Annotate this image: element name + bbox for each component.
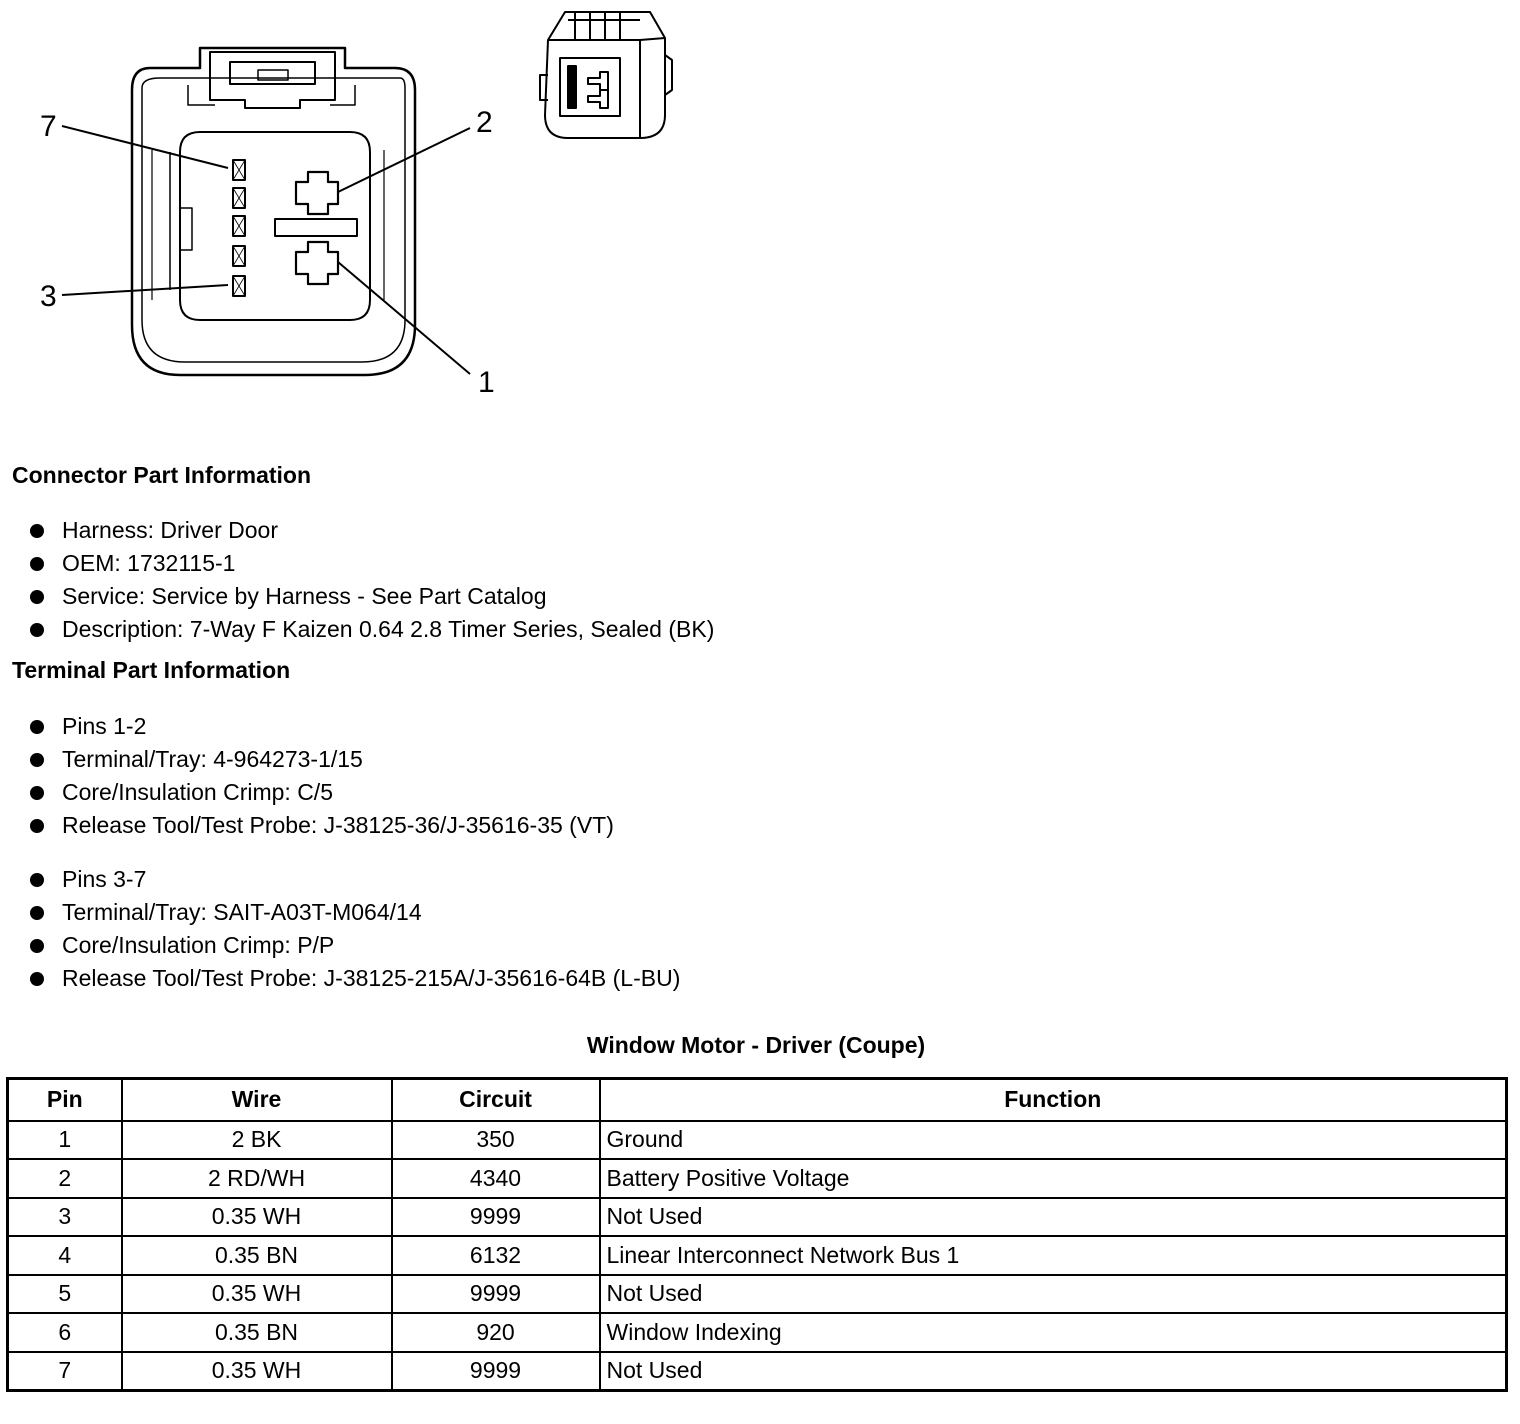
cell-circuit: 6132 (392, 1236, 600, 1275)
cell-wire: 2 RD/WH (122, 1159, 392, 1198)
table-header-row (8, 1079, 1507, 1121)
callout-pin-3: 3 (40, 280, 57, 313)
table-row (8, 1352, 1507, 1391)
connector-drawing (0, 0, 760, 420)
cell-wire: 0.35 BN (122, 1236, 392, 1275)
cell-wire: 0.35 BN (122, 1313, 392, 1352)
list-item: Description: 7-Way F Kaizen 0.64 2.8 Timer Series, Sealed (BK) (30, 613, 714, 646)
terminal-info-list-pins-3-7 (30, 863, 680, 995)
table-row (8, 1121, 1507, 1160)
table-title: Window Motor - Driver (Coupe) (586, 1032, 926, 1058)
cell-pin: 3 (8, 1198, 122, 1237)
list-item: Release Tool/Test Probe: J-38125-36/J-35616-35 (VT) (30, 809, 614, 842)
cell-pin: 5 (8, 1275, 122, 1314)
cell-circuit: 350 (392, 1121, 600, 1160)
cell-pin: 7 (8, 1352, 122, 1391)
connector-info-list (30, 514, 714, 646)
table-row (8, 1313, 1507, 1352)
cell-circuit: 9999 (392, 1275, 600, 1314)
cell-circuit: 920 (392, 1313, 600, 1352)
header-function: Function (600, 1079, 1507, 1121)
cell-wire: 0.35 WH (122, 1352, 392, 1391)
cell-function: Linear Interconnect Network Bus 1 (600, 1236, 1507, 1275)
connector-section-title: Connector Part Information (12, 462, 312, 488)
list-item: Terminal/Tray: SAIT-A03T-M064/14 (30, 896, 680, 929)
list-item: Service: Service by Harness - See Part Catalog (30, 580, 714, 613)
callout-pin-1: 1 (478, 366, 495, 399)
cell-pin: 1 (8, 1121, 122, 1160)
callout-pin-2: 2 (476, 106, 493, 139)
table-row (8, 1198, 1507, 1237)
cell-pin: 6 (8, 1313, 122, 1352)
cell-pin: 4 (8, 1236, 122, 1275)
list-item: Harness: Driver Door (30, 514, 714, 547)
list-item: Pins 1-2 (30, 710, 614, 743)
cell-function: Not Used (600, 1275, 1507, 1314)
list-item: Core/Insulation Crimp: C/5 (30, 776, 614, 809)
list-item: Terminal/Tray: 4-964273-1/15 (30, 743, 614, 776)
cell-circuit: 9999 (392, 1198, 600, 1237)
cell-circuit: 9999 (392, 1352, 600, 1391)
terminal-info-list-pins-1-2 (30, 710, 614, 842)
header-pin: Pin (8, 1079, 122, 1121)
pinout-table (6, 1077, 1508, 1392)
connector-thumbnail (540, 12, 672, 138)
list-item: Core/Insulation Crimp: P/P (30, 929, 680, 962)
list-item: Pins 3-7 (30, 863, 680, 896)
cell-function: Not Used (600, 1198, 1507, 1237)
list-item: OEM: 1732115-1 (30, 547, 714, 580)
cell-function: Ground (600, 1121, 1507, 1160)
connector-diagram (0, 0, 760, 420)
table-row (8, 1236, 1507, 1275)
cell-wire: 2 BK (122, 1121, 392, 1160)
header-wire: Wire (122, 1079, 392, 1121)
cell-wire: 0.35 WH (122, 1198, 392, 1237)
terminal-section-title: Terminal Part Information (12, 657, 291, 683)
table-row (8, 1275, 1507, 1314)
header-circuit: Circuit (392, 1079, 600, 1121)
table-row (8, 1159, 1507, 1198)
cell-function: Window Indexing (600, 1313, 1507, 1352)
cell-function: Not Used (600, 1352, 1507, 1391)
cell-circuit: 4340 (392, 1159, 600, 1198)
cell-function: Battery Positive Voltage (600, 1159, 1507, 1198)
cell-pin: 2 (8, 1159, 122, 1198)
callout-pin-7: 7 (40, 110, 57, 143)
cell-wire: 0.35 WH (122, 1275, 392, 1314)
list-item: Release Tool/Test Probe: J-38125-215A/J-35616-64B (L-BU) (30, 962, 680, 995)
